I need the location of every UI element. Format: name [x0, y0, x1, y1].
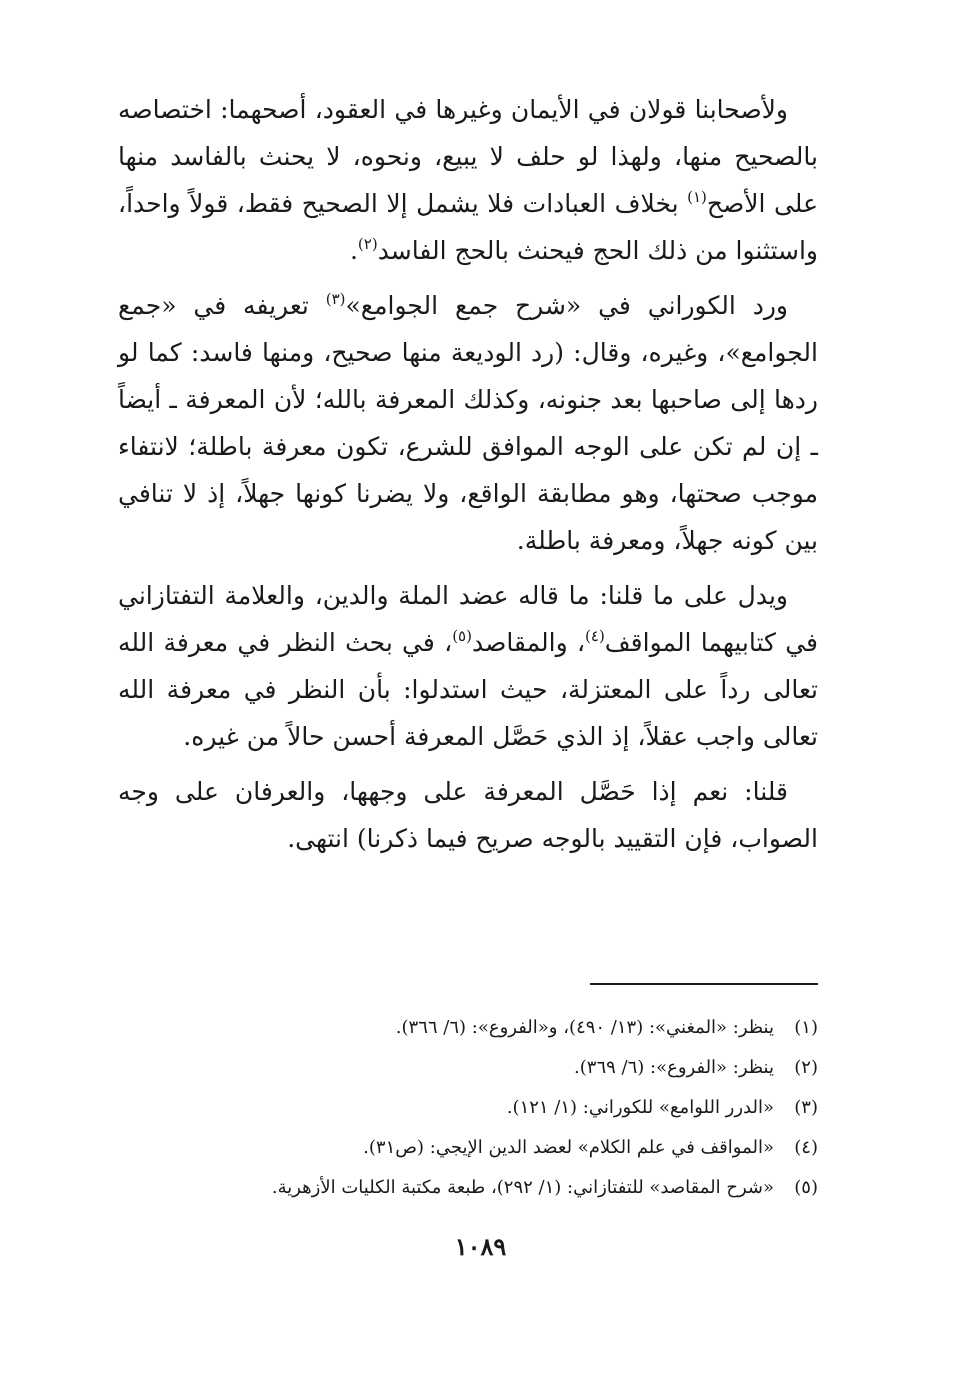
- footnote-ref: (٥): [452, 627, 472, 645]
- text-run: ، والمقاصد: [471, 628, 586, 657]
- footnote: [118, 1168, 818, 1208]
- footnote-number: (٣): [794, 1097, 818, 1118]
- footnote-text: «المواقف في علم الكلام» لعضد الدين الإيجي: (ص٣١).: [363, 1137, 774, 1158]
- footnote-text: «الدرر اللوامع» للكوراني: (١/ ١٢١).: [506, 1097, 774, 1118]
- paragraph: [118, 86, 818, 274]
- text-run: .: [349, 236, 358, 265]
- footnote-text: ينظر: «الفروع»: (٦/ ٣٦٩).: [574, 1057, 774, 1078]
- footnotes: [118, 1008, 818, 1208]
- footnote: [118, 1088, 818, 1128]
- text-run: ورد الكوراني في «شرح جمع الجوامع»: [345, 291, 788, 320]
- paragraph: [118, 282, 818, 564]
- text-run: قلنا: نعم إذا حَصَّل المعرفة على وجهها، والعرفان على وجه الصواب، فإن التقييد بالوجه صريح فيما ذكرنا) انتهى.: [118, 777, 818, 853]
- page-number: ١٠٨٩: [454, 1232, 507, 1261]
- footnote-number: (٤): [794, 1137, 818, 1158]
- footnote-number: (٥): [794, 1177, 818, 1198]
- footnote: [118, 1048, 818, 1088]
- text-run: ولأصحابنا قولان في الأيمان وغيرها في العقود، أصحهما: اختصاصه بالصحيح منها، ولهذا لو حلف لا يبيع، ونحوه، لا يحنث بالفاسد منها على الأصح: [118, 95, 818, 218]
- text-run: تعريفه في «جمع الجوامع»، وغيره، وقال: (رد الوديعة منها صحيح، ومنها فاسد: كما لو ردها إلى صاحبها بعد جنونه، وكذلك المعرفة بالله؛ لأن المعرفة ـ أيضاً ـ إن لم تكن على الوجه الموافق للشرع، تكون معرفة باطلة؛ لانتفاء موجب صحتها، وهو مطابقة الواقع، ولا يضرنا كونها جهلاً، إذ لا تنافي بين كونه جهلاً، ومعرفة باطلة.: [118, 291, 818, 555]
- text-run: بخلاف العبادات فلا يشمل إلا الصحيح فقط، قولاً واحداً، واستثنوا من ذلك الحج فيحنث بالحج الفاسد: [118, 189, 818, 265]
- footnote-ref: (٤): [585, 627, 605, 645]
- main-text: [118, 86, 818, 870]
- footnote-text: «شرح المقاصد» للتفتازاني: (١/ ٢٩٢)، طبعة مكتبة الكليات الأزهرية.: [271, 1177, 774, 1198]
- text-run: ، في بحث النظر في معرفة الله تعالى رداً على المعتزلة، حيث استدلوا: بأن النظر في معرفة الله تعالى واجب عقلاً، إذ الذي حَصَّل المعرفة أحسن حالاً من غيره.: [118, 628, 818, 751]
- footnote-ref: (٣): [325, 290, 346, 308]
- footnote-separator: [590, 983, 818, 985]
- paragraph: [118, 572, 818, 760]
- text-run: ويدل على ما قلنا: ما قاله عضد الملة والدين، والعلامة التفتازاني في كتابيهما المواقف: [118, 581, 818, 657]
- footnote-text: ينظر: «المغني»: (١٣/ ٤٩٠)، و«الفروع»: (٦/ ٣٦٦).: [395, 1017, 774, 1038]
- footnote: [118, 1128, 818, 1168]
- footnote-ref: (١): [687, 188, 707, 206]
- footnote-ref: (٢): [357, 235, 378, 253]
- footnote-number: (١): [794, 1017, 818, 1038]
- footnote: [118, 1008, 818, 1048]
- footnote-number: (٢): [794, 1057, 818, 1078]
- paragraph: [118, 768, 818, 862]
